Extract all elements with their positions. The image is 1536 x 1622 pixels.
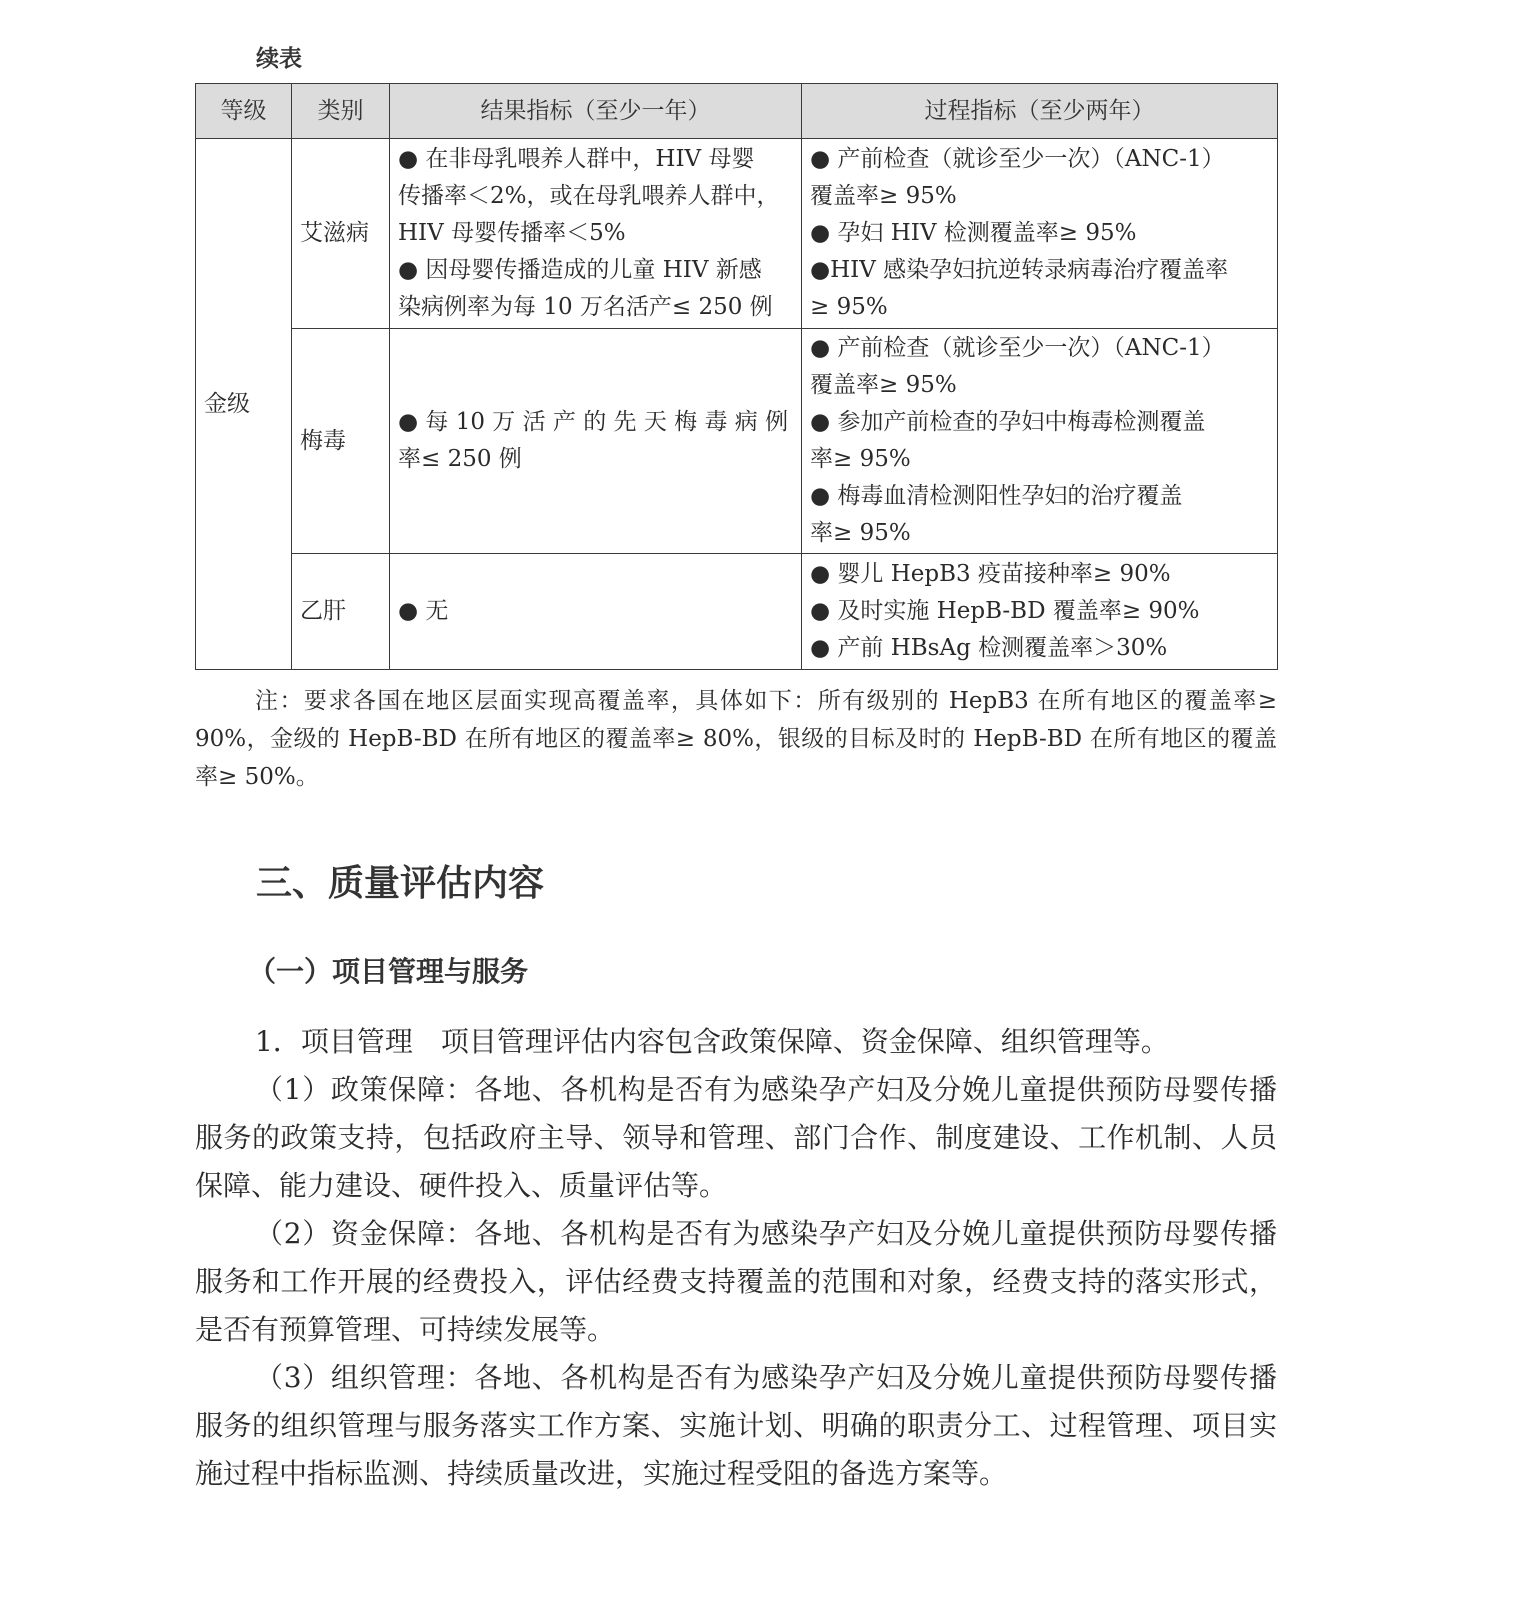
process-line: 率≥ 95%	[810, 520, 911, 546]
process-line: ●HIV 感染孕妇抗逆转录病毒治疗覆盖率	[810, 257, 1229, 283]
process-line: ● 婴儿 HepB3 疫苗接种率≥ 90%	[810, 561, 1171, 587]
category-cell-hiv: 艾滋病	[292, 139, 390, 329]
table-header-row	[196, 84, 1278, 139]
outcome-cell-hepatitis-b	[390, 554, 802, 670]
table-row-hiv	[196, 139, 1278, 329]
header-process-indicator: 过程指标（至少两年）	[802, 84, 1278, 139]
header-category: 类别	[292, 84, 390, 139]
table-row-hepatitis-b	[196, 554, 1278, 670]
paragraph-funding-support: （2）资金保障：各地、各机构是否有为感染孕产妇及分娩儿童提供预防母婴传播服务和工作开展的经费投入，评估经费支持覆盖的范围和对象，经费支持的落实形式，是否有预算管理、可持续发展等。	[195, 1217, 1277, 1346]
subsection-title: （一）项目管理与服务	[248, 955, 529, 988]
process-cell-hiv	[802, 139, 1278, 329]
paragraph-project-management: 1．项目管理 项目管理评估内容包含政策保障、资金保障、组织管理等。	[255, 1025, 1169, 1058]
process-line: ● 梅毒血清检测阳性孕妇的治疗覆盖	[810, 483, 1183, 509]
category-cell-hepatitis-b: 乙肝	[292, 554, 390, 670]
process-line: ≥ 95%	[810, 294, 888, 320]
outcome-cell-syphilis	[390, 329, 802, 554]
outcome-line: 染病例率为每 10 万名活产≤ 250 例	[398, 294, 773, 320]
category-cell-syphilis: 梅毒	[292, 329, 390, 554]
table-row-syphilis	[196, 329, 1278, 554]
outcome-line: ● 在非母乳喂养人群中，HIV 母婴	[398, 146, 755, 172]
outcome-line: 率≤ 250 例	[398, 446, 522, 472]
grade-cell: 金级	[196, 139, 292, 670]
table-note: 注：要求各国在地区层面实现高覆盖率，具体如下：所有级别的 HepB3 在所有地区的覆盖率≥ 90%，金级的 HepB-BD 在所有地区的覆盖率≥ 80%，银级的目标及时的 HepB-BD 在所有地区的覆盖率≥ 50%。	[195, 688, 1277, 790]
process-line: 覆盖率≥ 95%	[810, 183, 957, 209]
outcome-line: ● 因母婴传播造成的儿童 HIV 新感	[398, 257, 762, 283]
process-line: 覆盖率≥ 95%	[810, 372, 957, 398]
outcome-line: ● 每 10 万 活 产 的 先 天 梅 毒 病 例	[398, 409, 789, 435]
paragraph-policy-support: （1）政策保障：各地、各机构是否有为感染孕产妇及分娩儿童提供预防母婴传播服务的政策支持，包括政府主导、领导和管理、部门合作、制度建设、工作机制、人员保障、能力建设、硬件投入、质量评估等。	[195, 1073, 1277, 1202]
process-line: ● 及时实施 HepB-BD 覆盖率≥ 90%	[810, 598, 1200, 624]
process-cell-syphilis	[802, 329, 1278, 554]
indicator-table	[195, 83, 1278, 670]
header-outcome-indicator: 结果指标（至少一年）	[390, 84, 802, 139]
section-title: 三、质量评估内容	[256, 863, 545, 904]
outcome-cell-hiv	[390, 139, 802, 329]
process-line: ● 产前 HBsAg 检测覆盖率＞30%	[810, 635, 1168, 661]
process-line: ● 孕妇 HIV 检测覆盖率≥ 95%	[810, 220, 1137, 246]
process-line: ● 产前检查（就诊至少一次）（ANC-1）	[810, 335, 1225, 361]
process-line: ● 产前检查（就诊至少一次）（ANC-1）	[810, 146, 1225, 172]
header-grade: 等级	[196, 84, 292, 139]
paragraph-organization-management: （3）组织管理：各地、各机构是否有为感染孕产妇及分娩儿童提供预防母婴传播服务的组织管理与服务落实工作方案、实施计划、明确的职责分工、过程管理、项目实施过程中指标监测、持续质量改进，实施过程受阻的备选方案等。	[195, 1361, 1277, 1490]
process-line: 率≥ 95%	[810, 446, 911, 472]
outcome-line: 传播率＜2%，或在母乳喂养人群中，	[398, 183, 780, 209]
process-cell-hepatitis-b	[802, 554, 1278, 670]
process-line: ● 参加产前检查的孕妇中梅毒检测覆盖	[810, 409, 1206, 435]
outcome-line: ● 无	[398, 598, 449, 624]
outcome-line: HIV 母婴传播率＜5%	[398, 220, 626, 246]
continued-table-label: 续表	[256, 46, 302, 72]
